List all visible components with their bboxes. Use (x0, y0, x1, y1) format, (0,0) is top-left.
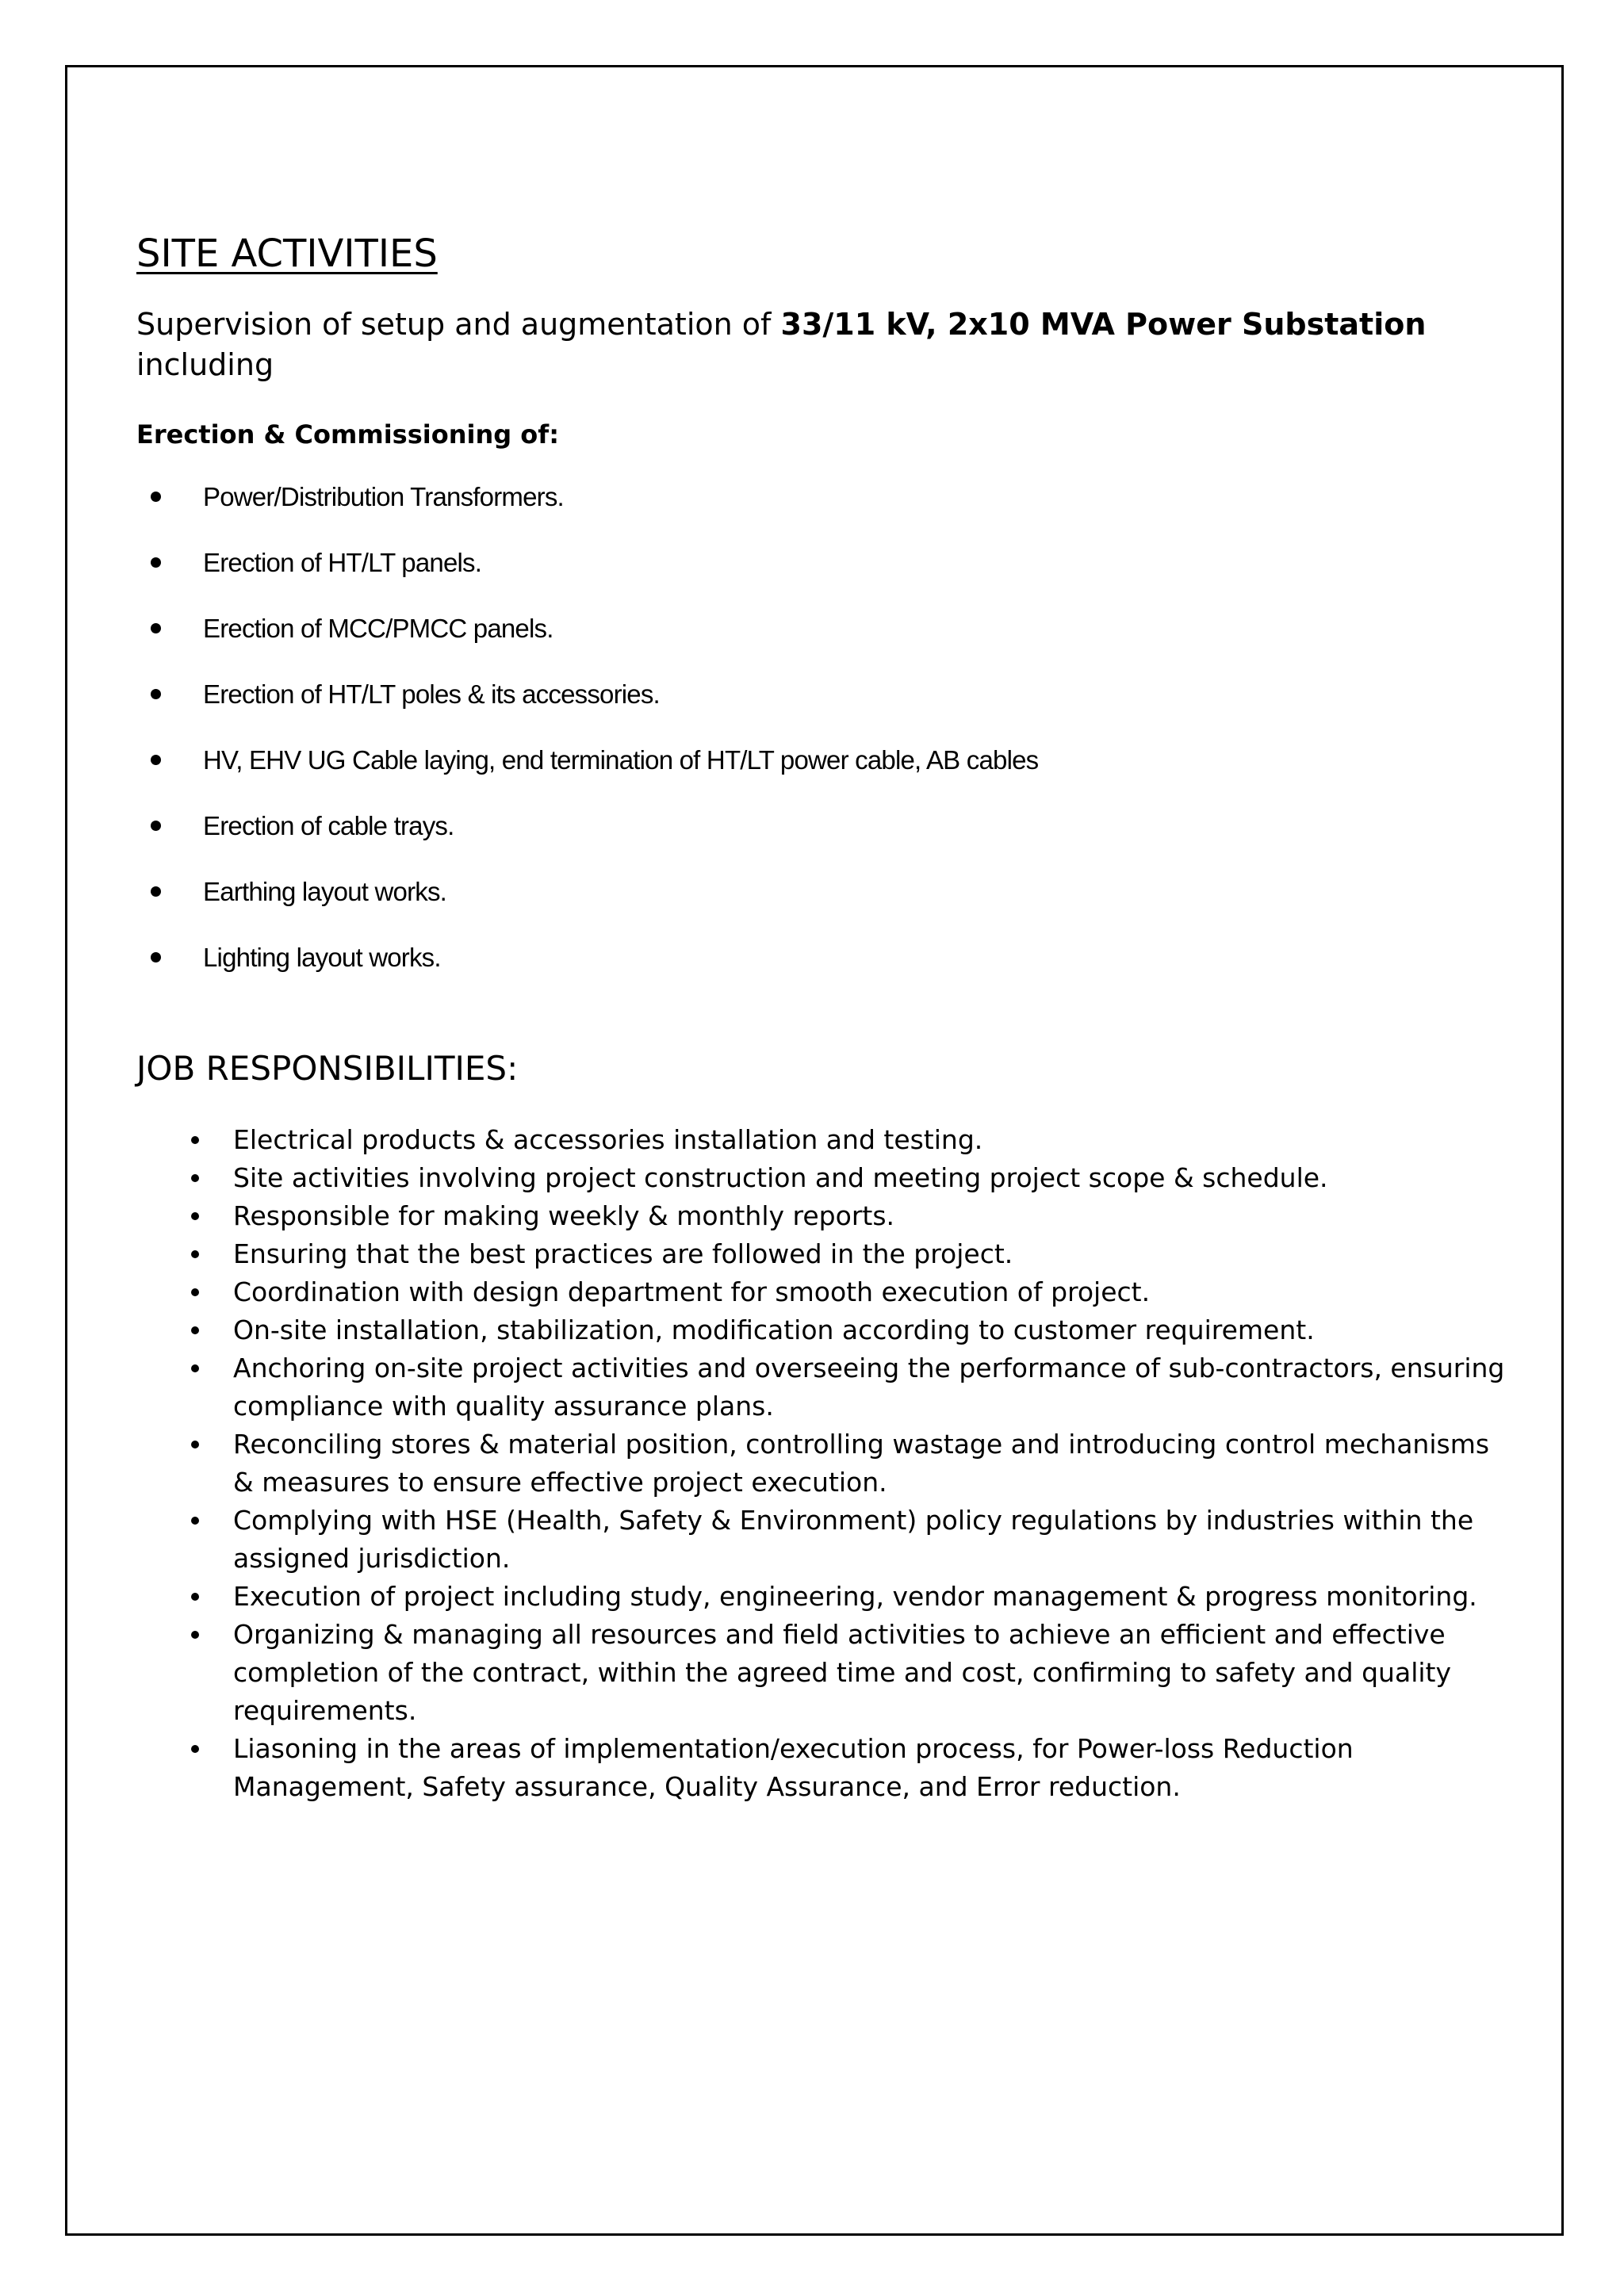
job-responsibilities-list (136, 1121, 1516, 1806)
list-item: Erection of HT/LT panels. (136, 547, 1516, 613)
list-item: Liasoning in the areas of implementation/execution process, for Power-loss Reduction Management, Safety assurance, Quality Assurance, and Error reduction. (136, 1730, 1516, 1806)
list-item: Organizing & managing all resources and field activities to achieve an efficient and effective completion of the contract, within the agreed time and cost, confirming to safety and quality requirements. (136, 1616, 1516, 1730)
list-item: Execution of project including study, engineering, vendor management & progress monitoring. (136, 1578, 1516, 1616)
document-content (136, 232, 1516, 1806)
list-item: Coordination with design department for smooth execution of project. (136, 1273, 1516, 1311)
list-item: Ensuring that the best practices are followed in the project. (136, 1235, 1516, 1273)
list-item: Lighting layout works. (136, 942, 1516, 1008)
list-item: Erection of cable trays. (136, 810, 1516, 876)
site-activities-list (136, 481, 1516, 1008)
list-item: Erection of MCC/PMCC panels. (136, 613, 1516, 679)
list-item: Reconciling stores & material position, controlling wastage and introducing control mechanisms & measures to ensure effective project execution. (136, 1425, 1516, 1502)
list-item: Responsible for making weekly & monthly reports. (136, 1197, 1516, 1235)
site-activities-heading: SITE ACTIVITIES (136, 232, 438, 276)
list-item: Earthing layout works. (136, 876, 1516, 942)
intro-bold: 33/11 kV, 2x10 MVA Power Substation (780, 306, 1427, 342)
list-item: On-site installation, stabilization, modification according to customer requirement. (136, 1311, 1516, 1349)
list-item: Erection of HT/LT poles & its accessories. (136, 679, 1516, 744)
site-activities-intro (136, 304, 1516, 386)
intro-prefix: Supervision of setup and augmentation of (136, 306, 781, 342)
job-responsibilities-heading: JOB RESPONSIBILITIES: (136, 1049, 519, 1089)
list-item: Power/Distribution Transformers. (136, 481, 1516, 547)
list-item: Complying with HSE (Health, Safety & Environment) policy regulations by industries within the assigned jurisdiction. (136, 1502, 1516, 1578)
intro-suffix: including (136, 347, 274, 383)
list-item: Site activities involving project construction and meeting project scope & schedule. (136, 1159, 1516, 1197)
list-item: Electrical products & accessories installation and testing. (136, 1121, 1516, 1159)
erection-commissioning-heading: Erection & Commissioning of: (136, 419, 559, 450)
list-item: HV, EHV UG Cable laying, end termination of HT/LT power cable, AB cables (136, 744, 1516, 810)
list-item: Anchoring on-site project activities and overseeing the performance of sub-contractors, ensuring compliance with quality assurance plans. (136, 1349, 1516, 1425)
